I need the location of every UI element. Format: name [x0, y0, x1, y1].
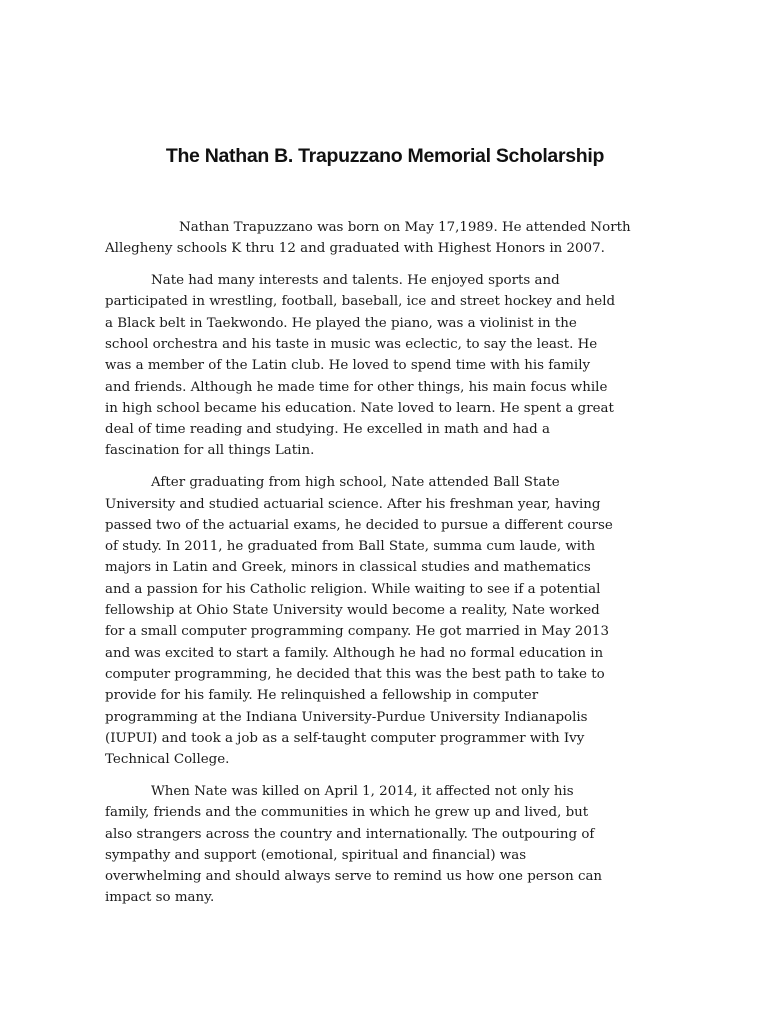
paragraph-line: University and studied actuarial science. After his freshman year, having: [105, 496, 601, 512]
document-title: The Nathan B. Trapuzzano Memorial Scholarship: [165, 145, 605, 167]
paragraph-line: sympathy and support (emotional, spiritual and financial) was: [105, 847, 527, 863]
paragraph-line: Technical College.: [105, 752, 230, 768]
paragraph-line: fellowship at Ohio State University would become a reality, Nate worked: [105, 603, 600, 619]
paragraph-line: computer programming, he decided that this was the best path to take to: [105, 666, 605, 682]
paragraph-line: Nate had many interests and talents. He enjoyed sports and: [151, 273, 560, 289]
paragraph: [105, 217, 660, 260]
paragraph-line: a Black belt in Taekwondo. He played the piano, was a violinist in the: [105, 315, 577, 331]
paragraph-line: provide for his family. He relinquished a fellowship in computer: [105, 688, 539, 704]
paragraph-line: After graduating from high school, Nate attended Ball State: [151, 475, 560, 491]
paragraph-line: impact so many.: [105, 890, 215, 906]
paragraph-line: deal of time reading and studying. He excelled in math and had a: [105, 422, 550, 438]
paragraph-line: and was excited to start a family. Although he had no formal education in: [105, 645, 604, 661]
paragraph: [105, 781, 660, 909]
paragraph-line: majors in Latin and Greek, minors in classical studies and mathematics: [105, 560, 591, 576]
paragraph-line: was a member of the Latin club. He loved to spend time with his family: [105, 358, 591, 374]
paragraph-line: family, friends and the communities in which he grew up and lived, but: [105, 805, 589, 821]
paragraph-line: also strangers across the country and internationally. The outpouring of: [105, 826, 595, 842]
paragraph-line: school orchestra and his taste in music was eclectic, to say the least. He: [105, 336, 598, 352]
paragraph-line: and a passion for his Catholic religion. While waiting to see if a potential: [105, 581, 601, 597]
document-body: [105, 217, 660, 919]
paragraph-line: passed two of the actuarial exams, he decided to pursue a different course: [105, 517, 613, 533]
paragraph-line: overwhelming and should always serve to remind us how one person can: [105, 869, 603, 885]
paragraph-line: of study. In 2011, he graduated from Ball State, summa cum laude, with: [105, 539, 596, 555]
paragraph-line: fascination for all things Latin.: [105, 443, 315, 459]
paragraph-line: (IUPUI) and took a job as a self-taught computer programmer with Ivy: [105, 730, 585, 746]
paragraph-line: When Nate was killed on April 1, 2014, it affected not only his: [151, 783, 574, 799]
paragraph-line: Nathan Trapuzzano was born on May 17,1989. He attended North: [179, 220, 631, 235]
paragraph: [105, 270, 660, 462]
paragraph: [105, 472, 660, 770]
paragraph-line: in high school became his education. Nate loved to learn. He spent a great: [105, 400, 614, 416]
paragraph-line: participated in wrestling, football, baseball, ice and street hockey and held: [105, 294, 616, 310]
paragraph-line: for a small computer programming company. He got married in May 2013: [105, 624, 609, 640]
paragraph-line: programming at the Indiana University-Purdue University Indianapolis: [105, 709, 588, 725]
paragraph-line: and friends. Although he made time for other things, his main focus while: [105, 379, 608, 395]
paragraph-line: Allegheny schools K thru 12 and graduated with Highest Honors in 2007.: [105, 241, 605, 257]
